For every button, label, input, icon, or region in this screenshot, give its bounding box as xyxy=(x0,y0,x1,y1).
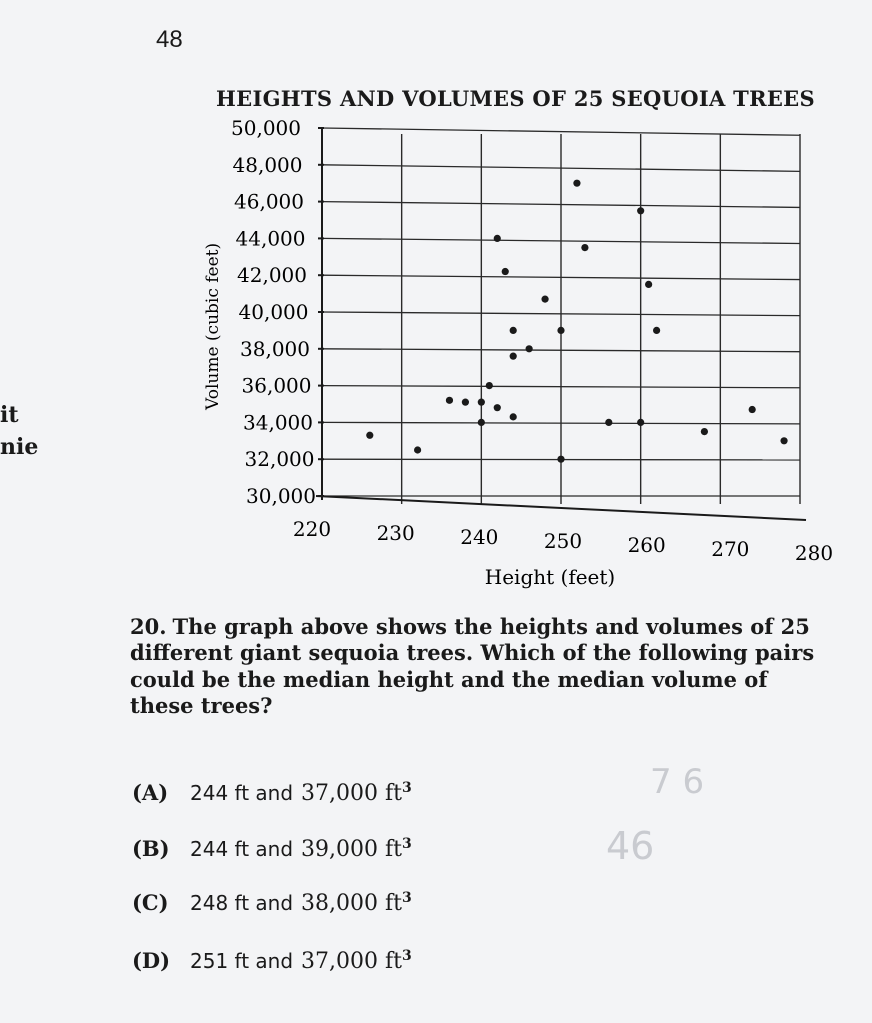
choice-d-exp: 3 xyxy=(402,948,412,964)
data-point xyxy=(749,406,756,413)
choice-d-volume: 37,000 ft xyxy=(301,949,403,974)
choice-c-exp: 3 xyxy=(402,890,412,906)
data-point xyxy=(780,437,787,444)
question-number: 20. xyxy=(130,614,167,639)
data-point xyxy=(510,327,517,334)
x-tick-label: 230 xyxy=(376,521,415,545)
x-tick-label: 270 xyxy=(711,537,750,561)
data-point xyxy=(494,404,501,411)
data-point xyxy=(637,207,644,214)
y-tick-label: 46,000 xyxy=(234,189,304,214)
y-tick-label: 48,000 xyxy=(232,152,303,177)
y-tick-label: 36,000 xyxy=(241,373,312,398)
choice-a-height: 244 ft and xyxy=(190,781,294,805)
data-point xyxy=(414,446,421,453)
axis-layer xyxy=(231,116,833,565)
y-axis-label: Volume (cubic feet) xyxy=(203,242,223,410)
choice-c[interactable] xyxy=(132,890,412,916)
data-point xyxy=(557,327,564,334)
pencil-mark-1: 7 6 xyxy=(650,762,705,802)
data-point xyxy=(637,419,644,426)
chart-title: HEIGHTS AND VOLUMES OF 25 SEQUOIA TREES xyxy=(216,86,815,111)
data-point xyxy=(486,382,493,389)
point-layer xyxy=(366,180,787,463)
data-point xyxy=(557,456,564,463)
y-tick-label: 50,000 xyxy=(231,116,301,140)
data-point xyxy=(510,353,517,360)
x-tick-label: 260 xyxy=(627,533,666,557)
question-body: The graph above shows the heights and volumes of 25 different giant sequoia trees. Which of the following pairs could be the median height and the median volume of these trees? xyxy=(130,614,815,719)
page-number: 48 xyxy=(156,26,183,53)
data-point xyxy=(478,399,485,406)
data-point xyxy=(502,268,509,275)
data-point xyxy=(526,345,533,352)
data-point xyxy=(510,413,517,420)
choice-b[interactable] xyxy=(132,836,412,862)
choice-b-label: (B) xyxy=(132,836,170,861)
data-point xyxy=(645,281,652,288)
x-axis-label: Height (feet) xyxy=(484,565,616,589)
choice-a-label: (A) xyxy=(132,780,169,805)
y-tick-label: 44,000 xyxy=(235,226,306,251)
data-point xyxy=(581,244,588,251)
choice-a-volume: 37,000 ft xyxy=(301,781,403,806)
choice-d-label: (D) xyxy=(132,948,171,973)
margin-fragment-2: nie xyxy=(0,434,39,460)
data-point xyxy=(462,399,469,406)
data-point xyxy=(494,235,501,242)
x-tick-label: 240 xyxy=(460,525,499,549)
x-tick-label: 280 xyxy=(794,541,834,565)
choice-d-height: 251 ft and xyxy=(190,949,294,973)
data-point xyxy=(478,419,485,426)
y-tick-label: 30,000 xyxy=(246,484,316,508)
x-tick-label: 220 xyxy=(292,517,332,541)
data-point xyxy=(541,296,548,303)
choice-b-volume: 39,000 ft xyxy=(301,837,403,862)
choice-c-label: (C) xyxy=(132,890,169,915)
choice-d[interactable] xyxy=(132,948,412,974)
data-point xyxy=(573,180,580,187)
data-point xyxy=(366,432,373,439)
question-text xyxy=(130,614,830,720)
data-point xyxy=(446,397,453,404)
y-tick-label: 42,000 xyxy=(237,263,307,288)
choice-b-exp: 3 xyxy=(402,836,412,852)
choice-a-exp: 3 xyxy=(402,780,412,796)
data-point xyxy=(605,419,612,426)
choice-c-height: 248 ft and xyxy=(190,891,294,915)
y-tick-label: 32,000 xyxy=(244,447,315,472)
choice-c-volume: 38,000 ft xyxy=(301,891,403,916)
margin-fragment-1: it xyxy=(0,402,19,428)
choice-a[interactable] xyxy=(132,780,412,806)
data-point xyxy=(653,327,660,334)
data-point xyxy=(701,428,708,435)
grid-layer xyxy=(322,128,800,504)
y-tick-label: 38,000 xyxy=(240,336,310,361)
pencil-mark-2: 46 xyxy=(606,824,655,868)
y-tick-label: 40,000 xyxy=(238,300,309,324)
x-tick-label: 250 xyxy=(543,529,583,553)
choice-b-height: 244 ft and xyxy=(190,837,294,861)
grid-hline xyxy=(322,422,800,423)
y-tick-label: 34,000 xyxy=(243,410,313,435)
